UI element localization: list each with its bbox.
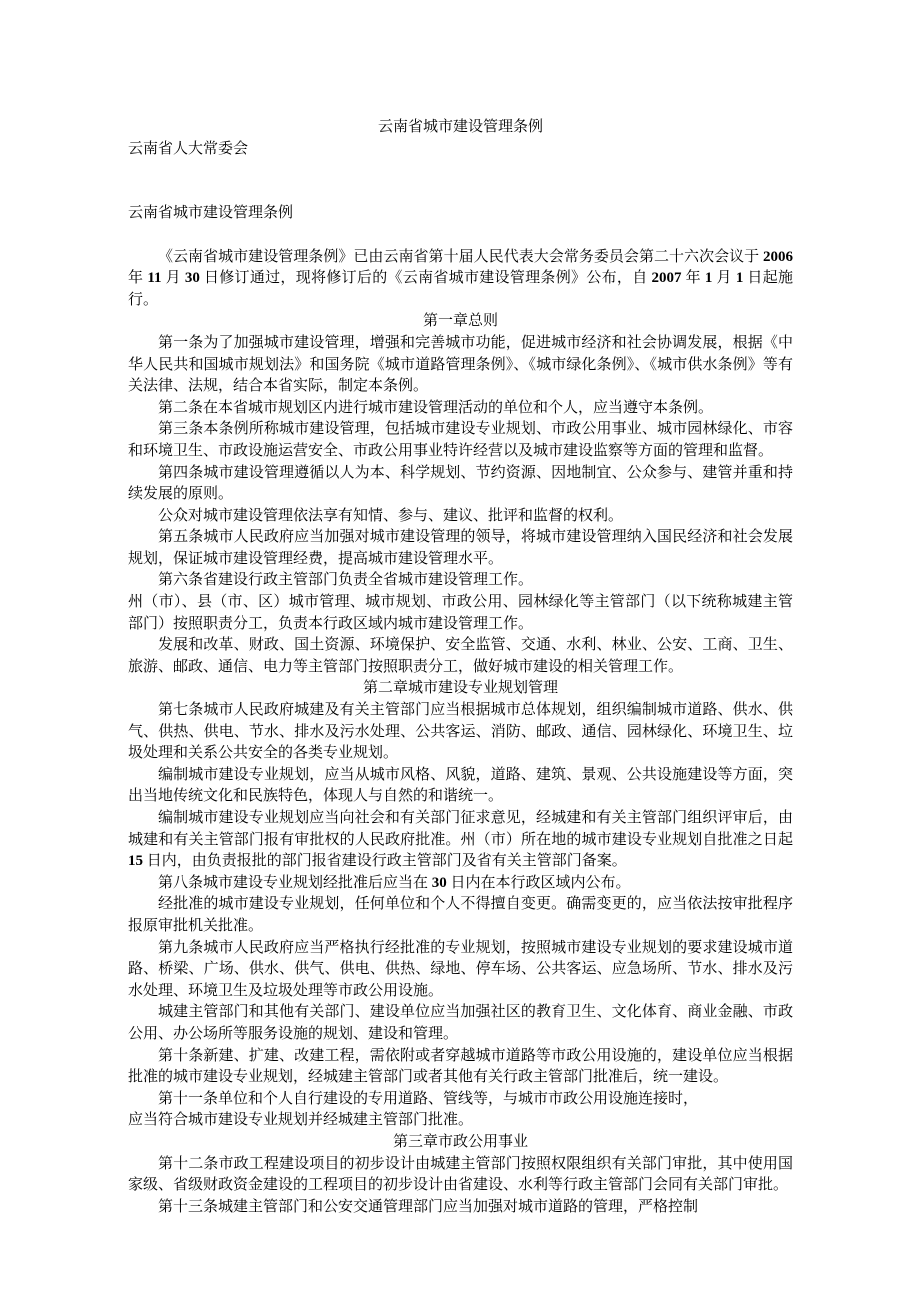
paragraph: 城建主管部门和其他有关部门、建设单位应当加强社区的教育卫生、文化体育、商业金融、市政公用、办公场所等服务设施的规划、建设和管理。 [128, 1004, 793, 1042]
document-title: 云南省城市建设管理条例 [377, 119, 543, 135]
paragraph: 云南省城市建设管理条例 [128, 205, 294, 222]
paragraph: 发展和改革、财政、国土资源、环境保护、安全监管、交通、水利、林业、公安、工商、卫生、旅游、邮政、通信、电力等主管部门按照职责分工，做好城市建设的相关管理工作。 [128, 637, 793, 675]
paragraph: 经批准的城市建设专业规划，任何单位和个人不得擅自变更。确需变更的，应当依法按审批程序报原审批机关批准。 [128, 896, 793, 934]
paragraph: 第十一条单位和个人自行建设的专用道路、管线等，与城市市政公用设施连接时， [158, 1090, 699, 1107]
document-body [128, 117, 793, 1218]
paragraph: 第十三条城建主管部门和公安交通管理部门应当加强对城市道路的管理，严格控制 [158, 1198, 699, 1215]
paragraph: 云南省人大常委会 [128, 140, 249, 157]
paragraph: 第八条城市建设专业规划经批准后应当在 30 日内在本行政区域内公布。 [158, 874, 631, 891]
chapter-heading: 第三章市政公用事业 [392, 1133, 528, 1150]
paragraph: 第二条在本省城市规划区内进行城市建设管理活动的单位和个人，应当遵守本条例。 [158, 399, 714, 416]
paragraph: 第十条新建、扩建、改建工程，需依附或者穿越城市道路等市政公用设施的，建设单位应当根据批准的城市建设专业规划，经城建主管部门或者其他有关行政主管部门批准后，统一建设。 [128, 1047, 793, 1086]
paragraph: 第一条为了加强城市建设管理，增强和完善城市功能，促进城市经济和社会协调发展，根据《中华人民共和国城市规划法》和国务院《城市道路管理条例》、《城市绿化条例》、《城市供水条例》等有关法律、法规，结合本省实际，制定本条例。 [128, 334, 793, 395]
document-page [128, 117, 793, 1218]
paragraph: 公众对城市建设管理依法享有知情、参与、建议、批评和监督的权利。 [158, 507, 624, 524]
paragraph: 第九条城市人民政府应当严格执行经批准的专业规划，按照城市建设专业规划的要求建设城市道路、桥梁、广场、供水、供气、供电、供热、绿地、停车场、公共客运、应急场所、节水、排水及污水处理、环境卫生及垃圾处理等市政公用设施。 [128, 939, 793, 999]
blank-line [128, 225, 793, 247]
paragraph: 《云南省城市建设管理条例》已由云南省第十届人民代表大会常务委员会第二十六次会议于 2006 年 11 月 30 日修订通过，现将修订后的《云南省城市建设管理条例》公布，自 2007 年 1 月 1 日起施行。 [128, 248, 793, 308]
paragraph: 应当符合城市建设专业规划并经城建主管部门批准。 [128, 1112, 474, 1129]
paragraph: 州（市）、县（市、区）城市管理、城市规划、市政公用、园林绿化等主管部门（以下统称城建主管部门）按照职责分工，负责本行政区域内城市建设管理工作。 [128, 594, 793, 632]
chapter-heading: 第一章总则 [422, 313, 498, 330]
paragraph: 第十二条市政工程建设项目的初步设计由城建主管部门按照权限组织有关部门审批，其中使用国家级、省级财政资金建设的工程项目的初步设计由省建设、水利等行政主管部门会同有关部门审批。 [128, 1155, 793, 1194]
paragraph: 编制城市建设专业规划，应当从城市风格、风貌，道路、建筑、景观、公共设施建设等方面，突出当地传统文化和民族特色，体现人与自然的和谐统一。 [128, 766, 793, 805]
paragraph: 第三条本条例所称城市建设管理，包括城市建设专业规划、市政公用事业、城市园林绿化、市容和环境卫生、市政设施运营安全、市政公用事业特许经营以及城市建设监察等方面的管理和监督。 [128, 421, 793, 459]
blank-line [128, 160, 793, 182]
paragraph: 第七条城市人民政府城建及有关主管部门应当根据城市总体规划，组织编制城市道路、供水、供气、供热、供电、节水、排水及污水处理、公共客运、消防、邮政、通信、园林绿化、环境卫生、垃圾处理和关系公共安全的各类专业规划。 [128, 702, 793, 762]
blank-line [128, 182, 793, 204]
paragraph: 编制城市建设专业规划应当向社会和有关部门征求意见，经城建和有关主管部门组织评审后，由城建和有关主管部门报有审批权的人民政府批准。州（市）所在地的城市建设专业规划自批准之日起 15 日内，由负责报批的部门报省建设行政主管部门及省有关主管部门备案。 [128, 810, 793, 870]
paragraph: 第六条省建设行政主管部门负责全省城市建设管理工作。 [158, 572, 534, 589]
paragraph: 第四条城市建设管理遵循以人为本、科学规划、节约资源、因地制宜、公众参与、建管并重和持续发展的原则。 [128, 464, 793, 503]
paragraph: 第五条城市人民政府应当加强对城市建设管理的领导，将城市建设管理纳入国民经济和社会发展规划，保证城市建设管理经费，提高城市建设管理水平。 [128, 529, 793, 567]
chapter-heading: 第二章城市建设专业规划管理 [362, 680, 558, 697]
